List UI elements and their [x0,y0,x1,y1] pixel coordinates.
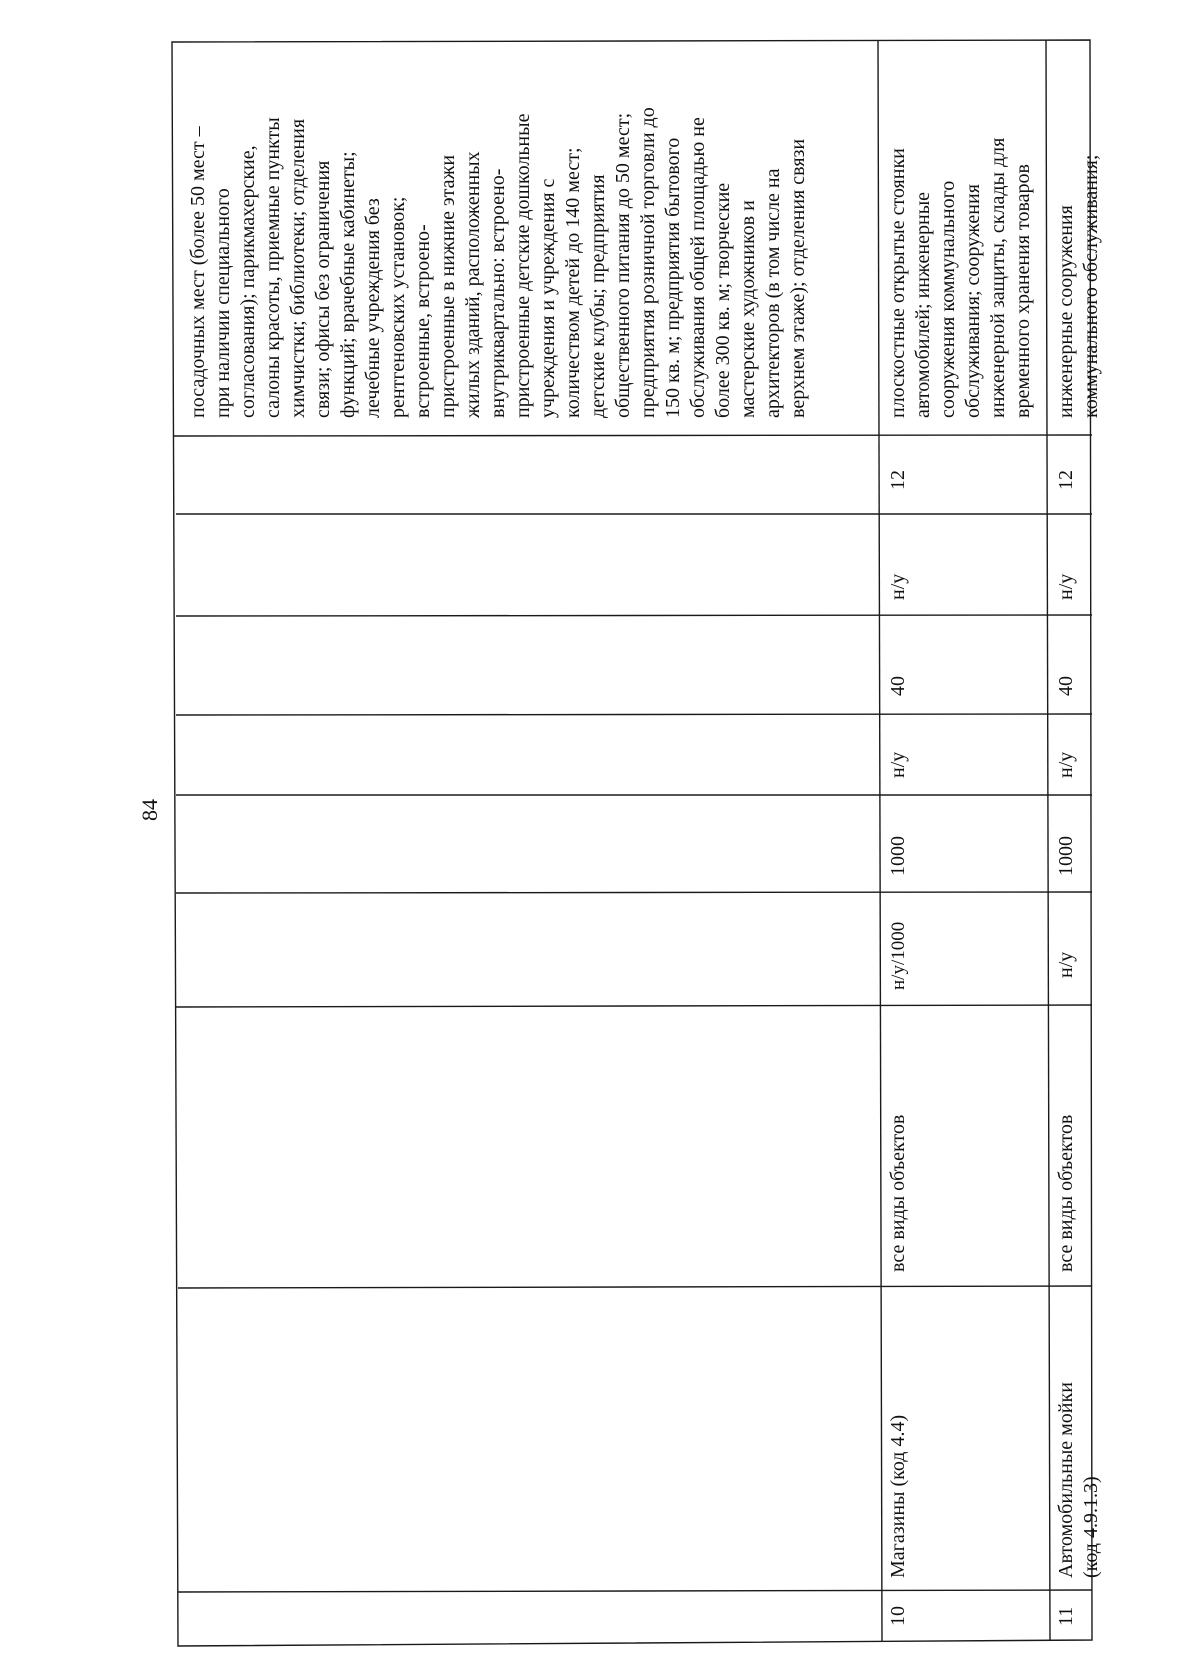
description-line: сооружения коммунального [937,180,959,418]
description-line: пристроенные в нижние этажи [437,154,459,418]
description-line: коммунального обслуживания; [1080,154,1102,418]
row-divider-continuation [878,40,882,1642]
column-divider-number [178,1590,1092,1592]
description-line: обслуживания; сооружения [962,184,984,418]
row-10-parking: 12 [887,470,909,490]
description-line: общественного питания до 50 мест; [612,112,634,418]
description-line: более 300 кв. м; творческие [712,182,734,418]
description-line: согласования); парикмахерские, [237,145,259,418]
row-10-number: 10 [887,1606,909,1626]
row-10-setback: н/у [887,751,909,778]
row-11-conditions: все виды объектов [1055,1114,1077,1272]
description-line: учреждения и учреждения с [537,178,559,418]
description-line: при наличии специального [212,188,234,418]
description-line: плоскостные открытые стоянки [887,148,909,418]
description-line: детские клубы; предприятия [587,174,609,418]
description-line: верхнем этаже); отделения связи [787,138,809,418]
row-10-conditions: все виды объектов [887,1114,909,1272]
row-11-coverage: 40 [1055,676,1077,696]
row-11-floors: н/у [1055,573,1077,600]
row-10-coverage: 40 [887,676,909,696]
description-line: встроенные, встроено- [412,224,434,418]
description-line: пристроенные детские дошкольные [512,113,534,418]
row-divider-10-11 [1046,40,1050,1640]
row-11-number: 11 [1055,1606,1077,1626]
column-divider-parking [174,435,1092,436]
name-line: Автомобильные мойки [1055,1382,1077,1578]
row-10-name [886,1415,911,1578]
column-divider-conditions [176,1005,1092,1007]
column-divider-coverage [176,615,1092,616]
row-11-description [1054,155,1104,418]
row-10-area: н/у/1000 [888,921,909,990]
description-line: инженерной защиты, склады для [987,137,1009,418]
column-divider-setback [176,714,1092,715]
column-divider-area [176,892,1092,893]
page-number: 84 [137,799,162,821]
description-line: лечебные учреждения без [362,198,384,418]
description-line: автомобилей; инженерные [912,191,934,418]
description-line: обслуживания общей площадью не [687,117,709,418]
description-line: архитекторов (в том числе на [762,168,784,418]
description-line: предприятия розничной торговли до [637,107,659,418]
row-10-description [886,138,1036,418]
description-line: мастерские художников и [737,200,759,418]
description-line: жилых зданий, расположенных [462,151,484,418]
description-line: химчистки; библиотеки; отделения [287,118,309,418]
description-line: 150 кв. м; предприятия бытового [662,137,684,418]
description-line: функций; врачебные кабинеты; [337,151,359,418]
name-line: Магазины (код 4.4) [887,1414,909,1578]
row-11-parking: 12 [1055,470,1077,490]
description-line: салоны красоты, приемные пункты [262,117,284,418]
row-11-setback: н/у [1055,751,1077,778]
row-10-height: 1000 [887,836,909,876]
continuation-description [186,107,811,418]
description-line: количеством детей до 140 мест; [562,147,584,418]
description-line: связи; офисы без ограничения [312,160,334,418]
description-line: временного хранения товаров [1012,163,1034,418]
row-11-area: н/у [1055,951,1077,978]
column-divider-name [178,1286,1092,1288]
row-10-floors: н/у [887,573,909,600]
description-line: посадочных мест (более 50 мест – [187,126,209,418]
name-line: (код 4.9.1.3) [1080,1476,1102,1578]
row-11-name [1054,1382,1104,1578]
description-line: инженерные сооружения [1055,205,1077,418]
description-line: внутриквартально: встроено- [487,168,509,418]
description-line: рентгеновских установок; [387,196,409,418]
row-11-height: 1000 [1055,836,1077,876]
